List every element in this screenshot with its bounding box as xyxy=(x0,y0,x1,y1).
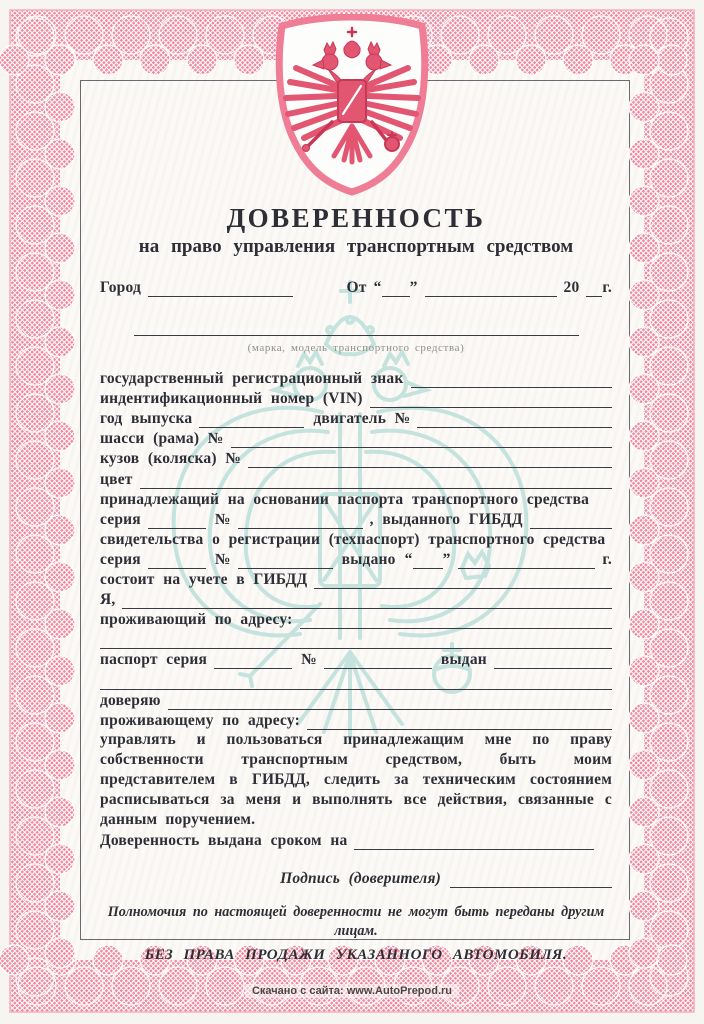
field-entrust: доверяю xyxy=(100,690,612,710)
vehicle-model-blank xyxy=(134,321,579,336)
field-reg-plate: государственный регистрационный знак xyxy=(100,368,612,388)
field-trustee-address: проживающему по адресу: xyxy=(100,710,612,730)
field-owner-address: проживающий по адресу: xyxy=(100,609,612,629)
blank-full-line xyxy=(100,669,612,689)
registration-cert-line: свидетельства о регистрации (техпаспорт) транспортного средства xyxy=(100,530,606,548)
chassis-blank xyxy=(231,432,612,448)
ownership-line: принадлежащий на основании паспорта транспортного средства xyxy=(100,490,590,508)
blank-full-line xyxy=(100,629,612,649)
number-blank xyxy=(238,553,333,569)
passport-continue-blank xyxy=(100,674,612,690)
notice-no-transfer: Полномочия по настоящей доверенности не могут быть переданы другим лицам. xyxy=(107,904,605,940)
year-prefix: 20 xyxy=(563,279,580,296)
term-blank xyxy=(354,834,594,850)
field-pts-series: серия № , выданного ГИБДД xyxy=(100,509,612,529)
body-blank xyxy=(248,452,612,468)
vin-blank xyxy=(370,392,612,408)
month-blank xyxy=(425,281,557,297)
vehicle-model-line xyxy=(100,321,612,356)
date-from-label: От xyxy=(346,279,367,296)
passport-series-blank xyxy=(214,653,292,669)
document-body xyxy=(100,203,612,965)
open-quote: “ xyxy=(373,279,382,296)
series-blank xyxy=(148,553,206,569)
field-color: цвет xyxy=(100,468,612,488)
entrust-name-blank xyxy=(168,694,612,710)
footer-source-text: Скачано с сайта: www.AutoPrepod.ru xyxy=(245,984,459,998)
double-headed-eagle-crest xyxy=(266,14,438,198)
field-year-engine: год выпуска двигатель № xyxy=(100,408,612,428)
day-blank xyxy=(382,281,410,297)
permissions-paragraph: управлять и пользоваться принадлежащим мне по праву собственности транспортным средством, быть моим представителем в ГИБДД, следить за техническим состоянием расписываться за меня и выполнять все действия, связанные с данным поручением. xyxy=(100,730,612,829)
vehicle-model-caption: (марка, модель транспортного средства) xyxy=(247,342,465,354)
address-continue-blank xyxy=(100,633,612,649)
date-blank xyxy=(458,553,596,569)
document-title: ДОВЕРЕННОСТЬ xyxy=(226,203,486,233)
field-term: Доверенность выдана сроком на xyxy=(100,830,612,850)
signature-label: Подпись (доверителя) xyxy=(280,870,441,888)
passport-issued-blank xyxy=(494,653,612,669)
footer-source-line xyxy=(0,981,704,999)
series-blank xyxy=(148,513,206,529)
trustee-address-blank xyxy=(307,714,612,730)
engine-blank xyxy=(417,412,612,428)
field-chassis: шасси (рама) № xyxy=(100,428,612,448)
document-subtitle: на право управления транспортным средством xyxy=(138,236,574,257)
owner-name-blank xyxy=(122,593,612,609)
field-body: кузов (коляска) № xyxy=(100,448,612,468)
field-registered-gibdd: состоит на учете в ГИБДД xyxy=(100,569,612,589)
color-blank xyxy=(140,473,612,489)
year-blank xyxy=(199,412,304,428)
notice-no-sale: БЕЗ ПРАВА ПРОДАЖИ УКАЗАННОГО АВТОМОБИЛЯ. xyxy=(144,947,568,964)
field-vin: индентификационный номер (VIN) xyxy=(100,388,612,408)
day-blank xyxy=(413,553,443,569)
city-label: Город xyxy=(100,279,142,296)
field-owner-name: Я, xyxy=(100,589,612,609)
signature-row xyxy=(100,868,612,888)
year-blank xyxy=(586,281,602,297)
gibdd-blank xyxy=(314,573,612,589)
signature-blank xyxy=(450,872,612,888)
close-quote: ” xyxy=(409,279,418,296)
city-date-row xyxy=(100,275,612,297)
field-cert-series: серия № выдано “ ” г. xyxy=(100,550,612,568)
reg-plate-blank xyxy=(411,372,612,388)
owner-address-blank xyxy=(300,613,613,629)
passport-number-blank xyxy=(324,653,432,669)
number-blank xyxy=(238,513,363,529)
year-suffix: г. xyxy=(602,279,612,296)
form-fields xyxy=(100,368,612,850)
issued-by-blank xyxy=(530,513,612,529)
city-blank xyxy=(148,281,293,297)
field-passport: паспорт серия № выдан xyxy=(100,649,612,669)
